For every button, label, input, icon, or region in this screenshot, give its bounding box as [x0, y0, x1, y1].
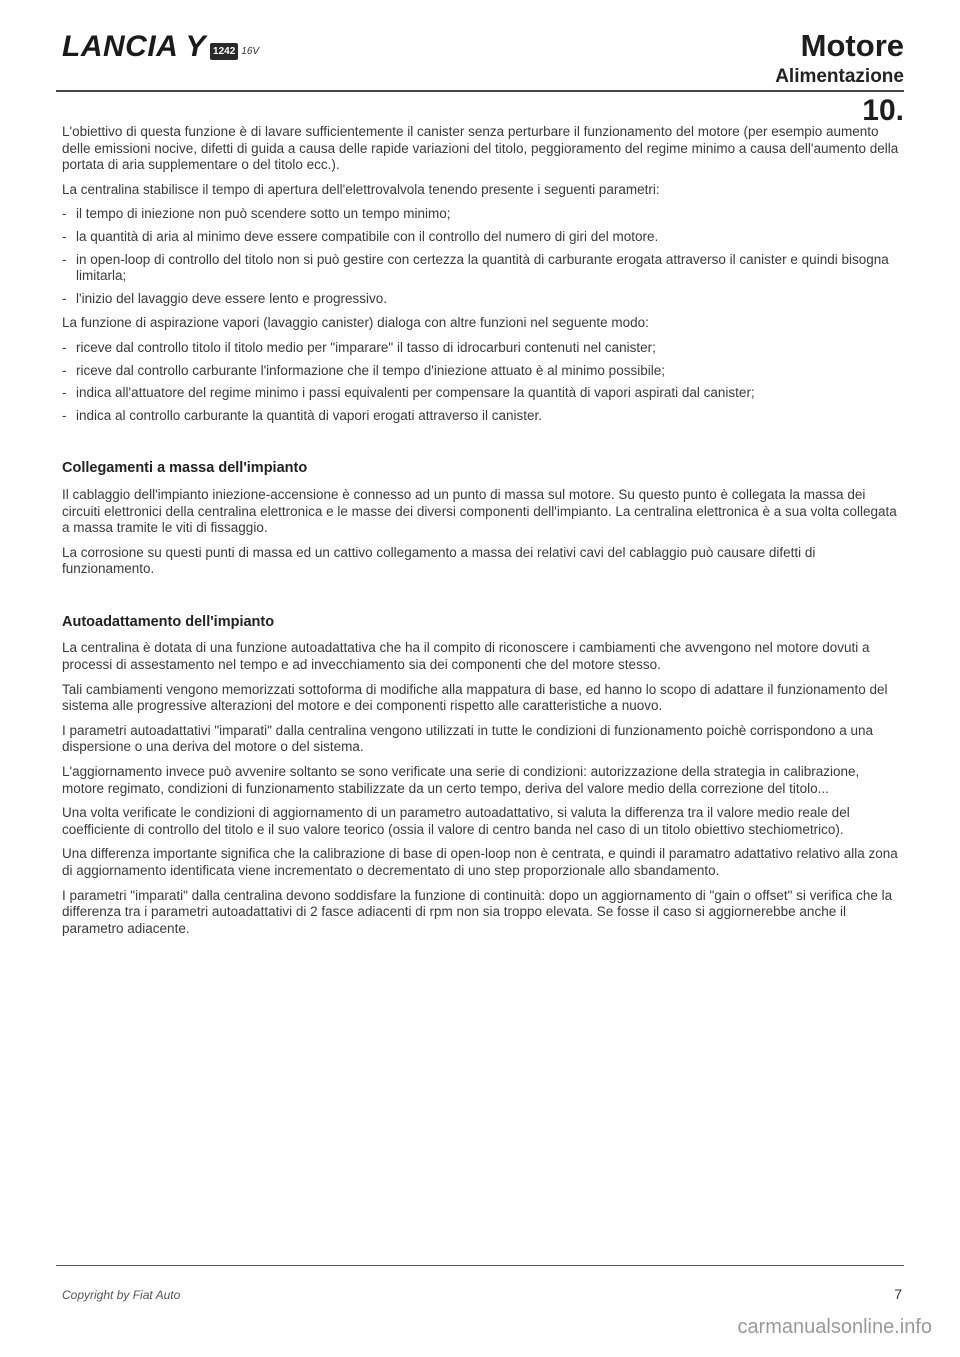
adapt-paragraph: Una volta verificate le condizioni di aggiornamento di un parametro autoadattativo, si valuta la differenza tra il valore medio reale del coefficiente di controllo del titolo e il suo valore teorico (ossia il valore di centro banda nel caso di un titolo obiettivo stechiometrico).	[62, 805, 850, 837]
model-badge-code: 1242	[210, 43, 238, 60]
list-item: - il tempo di iniezione non può scendere sotto un tempo minimo;	[62, 206, 904, 223]
list-item: - riceve dal controllo titolo il titolo medio per "imparare" il tasso di idrocarburi contenuti nel canister;	[62, 340, 904, 357]
intro-paragraph: La centralina stabilisce il tempo di apertura dell'elettrovalvola tenendo presente i seguenti parametri:	[62, 181, 660, 197]
page-number: 7	[894, 1286, 902, 1302]
engine-code: 16V	[241, 46, 260, 57]
adapt-heading: Autoadattamento dell'impianto	[62, 613, 275, 630]
intro-paragraph: L'obiettivo di questa funzione è di lavare sufficientemente il canister senza perturbare il funzionamento del motore (per esempio aumento delle emissioni nocive, difetti di guida a causa delle rapide variazioni del titolo, peggioramento del regime minimo a causa dell'aumento della portata di aria supplementare o del titolo ecc.).	[62, 124, 899, 173]
ground-heading: Collegamenti a massa dell'impianto	[62, 460, 308, 477]
brand-logo	[62, 30, 259, 64]
section-subtitle: Alimentazione	[775, 66, 904, 87]
list-item: - la quantità di aria al minimo deve essere compatibile con il controllo del numero di giri del motore.	[62, 229, 904, 246]
footer-divider	[56, 1265, 904, 1266]
list-item: - riceve dal controllo carburante l'informazione che il tempo d'iniezione attuato è al minimo possibile;	[62, 363, 904, 380]
dialog-list	[62, 340, 904, 424]
section-header	[775, 28, 904, 88]
adapt-paragraph: I parametri autoadattativi "imparati" dalla centralina vengono utilizzati in tutte le condizioni di funzionamento poichè corrispondono a una dispersione o una deriva del motore o del sistema.	[62, 722, 874, 755]
ground-paragraph: La corrosione su questi punti di massa ed un cattivo collegamento a massa dei relativi cavi del cablaggio può causare difetti di funzionamento.	[62, 544, 816, 577]
model-badge	[210, 43, 259, 60]
header-divider	[56, 90, 904, 92]
parameters-list	[62, 206, 904, 307]
adapt-paragraph: Una differenza importante significa che la calibrazione di base di open-loop non è centrata, e quindi il paramatro adattativo relativo alla zona di aggiornamento identificata viene incrementato o decrementato di uno step proporzionale allo sbandamento.	[62, 846, 898, 878]
ground-paragraph: Il cablaggio dell'impianto iniezione-accensione è connesso ad un punto di massa sul motore. Su questo punto è collegata la massa dei circuiti elettronici della centralina elettronica e le masse dei diversi componenti dell'impianto. La centralina elettronica è a sua volta collegata a massa tramite le viti di fissaggio.	[62, 486, 897, 536]
copyright: Copyright by Fiat Auto	[62, 1288, 181, 1302]
brand-name: LANCIA Y	[62, 30, 207, 63]
list-item: - indica al controllo carburante la quantità di vapori erogati attraverso il canister.	[62, 408, 904, 425]
watermark: carmanualsonline.info	[737, 1316, 932, 1338]
adapt-paragraph: L'aggiornamento invece può avvenire soltanto se sono verificate una serie di condizioni: autorizzazione della strategia in calibrazione, motore regimato, condizioni di funzionamento stabilizzate da un certo tempo, deriva del valore medio della correzione del titolo...	[62, 764, 860, 796]
adapt-paragraph: I parametri "imparati" dalla centralina devono soddisfare la funzione di continuità: dopo un aggiornamento di "gain o offset" si verifica che la differenza tra i parametri autoadattativi di 2 fasce adiacenti di rpm non sia troppo elevata. Se fosse il caso si aggiornerebbe anche il parametro adiacente.	[62, 887, 893, 936]
chapter-number: 10.	[862, 94, 904, 127]
adapt-paragraph: La centralina è dotata di una funzione autoadattativa che ha il compito di riconoscere i cambiamenti che avvengono nel motore dovuti a processi di assestamento nel tempo e ad invecchiamento sia dei componenti che del motore stesso.	[62, 640, 870, 673]
list-item: - l'inizio del lavaggio deve essere lento e progressivo.	[62, 291, 904, 308]
section-title: Motore	[800, 28, 904, 63]
list-item: - in open-loop di controllo del titolo non si può gestire con certezza la quantità di carburante erogata attraverso il canister e quindi bisogna limitarla;	[62, 252, 904, 285]
list-item: - indica all'attuatore del regime minimo i passi equivalenti per compensare la quantità di vapori aspirati dal canister;	[62, 385, 904, 402]
dialog-intro: La funzione di aspirazione vapori (lavaggio canister) dialoga con altre funzioni nel seguente modo:	[62, 315, 649, 331]
page-body	[62, 124, 904, 945]
adapt-paragraph: Tali cambiamenti vengono memorizzati sottoforma di modifiche alla mappatura di base, ed hanno lo scopo di adattare il funzionamento del sistema alle progressive alterazioni del motore e dei componenti rispetto alle caratteristiche a nuovo.	[62, 681, 888, 714]
